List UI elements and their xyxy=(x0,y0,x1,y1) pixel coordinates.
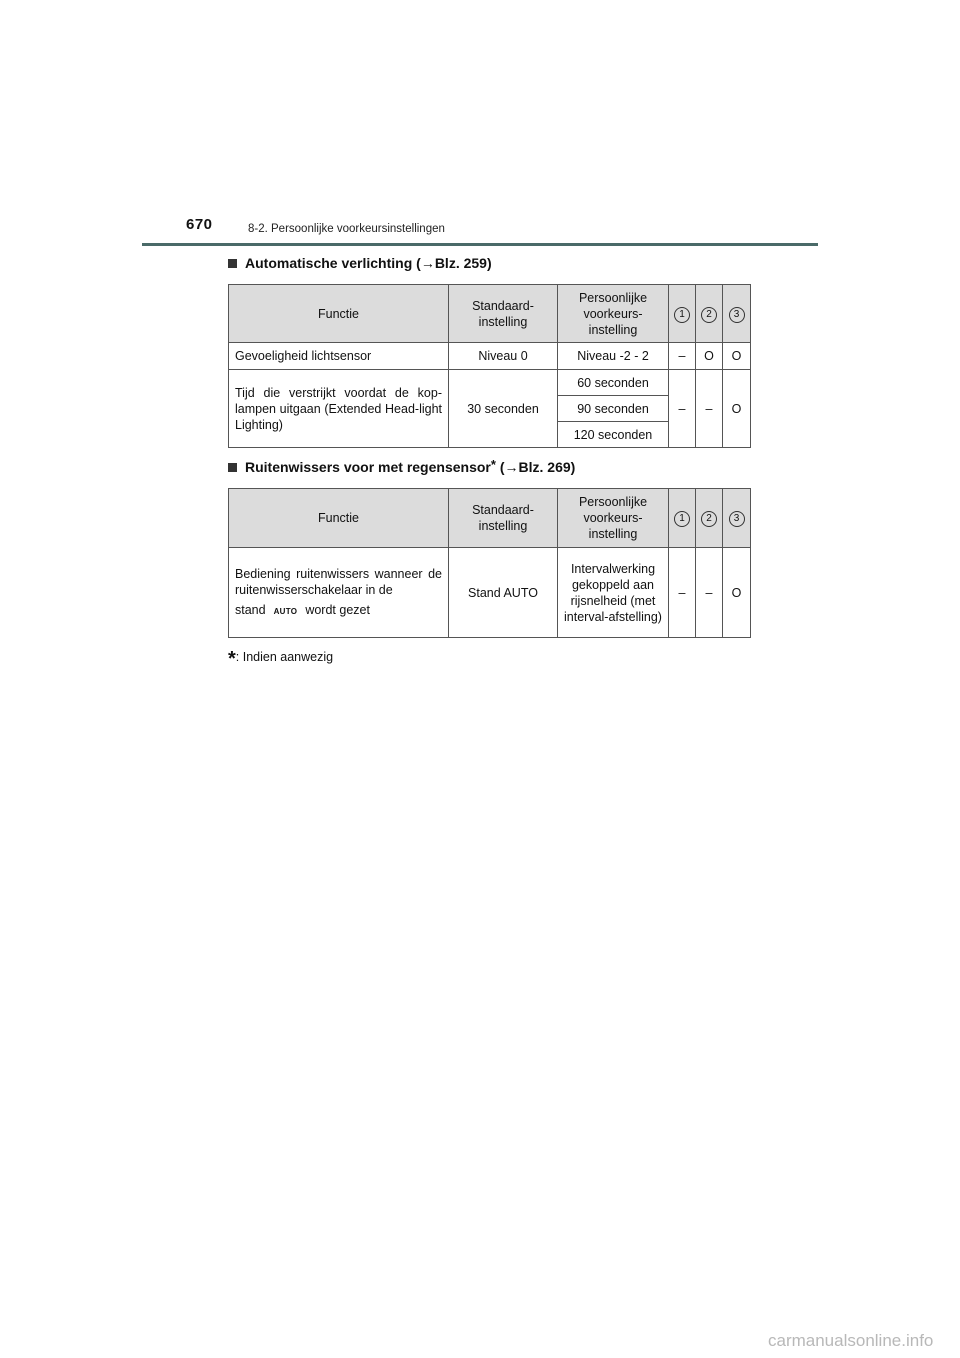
heading-rain-sensor-wipers xyxy=(228,456,576,475)
cell-c2: – xyxy=(696,548,723,638)
table-row xyxy=(229,370,751,396)
table-header-row xyxy=(229,489,751,548)
circle-1-icon: 1 xyxy=(674,511,690,527)
cell-c1: – xyxy=(669,548,696,638)
page-reference-link[interactable]: Blz. 269) xyxy=(518,459,576,475)
cell-c2: – xyxy=(696,370,723,448)
cell-default: 30 seconden xyxy=(449,370,558,448)
arrow-icon: → xyxy=(504,459,519,475)
arrow-icon: → xyxy=(420,255,435,271)
function-suffix: wordt gezet xyxy=(305,602,370,617)
heading-text: Ruitenwissers voor met regensensor xyxy=(245,459,491,475)
settings-table-lighting xyxy=(228,284,751,448)
cell-c2: O xyxy=(696,343,723,370)
page-reference-link[interactable]: Blz. 259) xyxy=(434,255,492,271)
cell-c1: – xyxy=(669,343,696,370)
col-header-custom: Persoonlijke voorkeurs-instelling xyxy=(558,489,669,548)
cell-option: Intervalwerking gekoppeld aan rijsnelheid (met interval-afstelling) xyxy=(558,548,669,638)
col-header-default: Standaard-instelling xyxy=(449,285,558,343)
cell-option: 90 seconden xyxy=(558,396,669,422)
circle-3-icon: 3 xyxy=(729,511,745,527)
heading-paren: ( xyxy=(495,459,505,475)
watermark: carmanualsonline.info xyxy=(768,1331,934,1350)
col-header-default: Standaard-instelling xyxy=(449,489,558,548)
cell-option: 120 seconden xyxy=(558,422,669,448)
col-header-2 xyxy=(696,285,723,343)
footnote xyxy=(228,644,334,670)
cell-c3: O xyxy=(723,548,751,638)
table-row xyxy=(229,548,751,638)
function-stand-line xyxy=(235,602,442,620)
settings-table-wipers xyxy=(228,488,751,638)
col-header-function: Functie xyxy=(229,285,449,343)
cell-function xyxy=(229,548,449,638)
cell-function: Tijd die verstrijkt voordat de kop-lampen uitgaan (Extended Head-light Lighting) xyxy=(229,370,449,448)
cell-c1: – xyxy=(669,370,696,448)
footnote-star: * xyxy=(490,456,496,472)
circle-1-icon: 1 xyxy=(674,307,690,323)
circle-3-icon: 3 xyxy=(729,307,745,323)
cell-default: Niveau 0 xyxy=(449,343,558,370)
col-header-3 xyxy=(723,489,751,548)
cell-function: Gevoeligheid lichtsensor xyxy=(229,343,449,370)
col-header-2 xyxy=(696,489,723,548)
heading-text: Automatische verlichting ( xyxy=(245,255,421,271)
col-header-1 xyxy=(669,489,696,548)
col-header-function: Functie xyxy=(229,489,449,548)
function-text: Bediening ruitenwissers wanneer de ruitenwisserschakelaar in de xyxy=(235,566,442,597)
square-bullet-icon xyxy=(228,463,237,472)
heading-automatic-lighting xyxy=(228,255,492,271)
cell-option: Niveau -2 - 2 xyxy=(558,343,669,370)
header-rule xyxy=(142,243,818,246)
footnote-text: : Indien aanwezig xyxy=(235,650,334,664)
cell-default: Stand AUTO xyxy=(449,548,558,638)
cell-option: 60 seconden xyxy=(558,370,669,396)
table-header-row xyxy=(229,285,751,343)
circle-2-icon: 2 xyxy=(701,511,717,527)
cell-c3: O xyxy=(723,343,751,370)
col-header-1 xyxy=(669,285,696,343)
auto-icon: AUTO xyxy=(273,606,298,616)
page-number: 670 xyxy=(186,216,213,233)
table-row xyxy=(229,343,751,370)
function-stand: stand xyxy=(235,602,266,617)
section-title: 8-2. Persoonlijke voorkeursinstellingen xyxy=(248,223,445,235)
col-header-3 xyxy=(723,285,751,343)
cell-c3: O xyxy=(723,370,751,448)
footnote-star: * xyxy=(228,648,236,670)
circle-2-icon: 2 xyxy=(701,307,717,323)
col-header-custom: Persoonlijke voorkeurs-instelling xyxy=(558,285,669,343)
square-bullet-icon xyxy=(228,259,237,268)
